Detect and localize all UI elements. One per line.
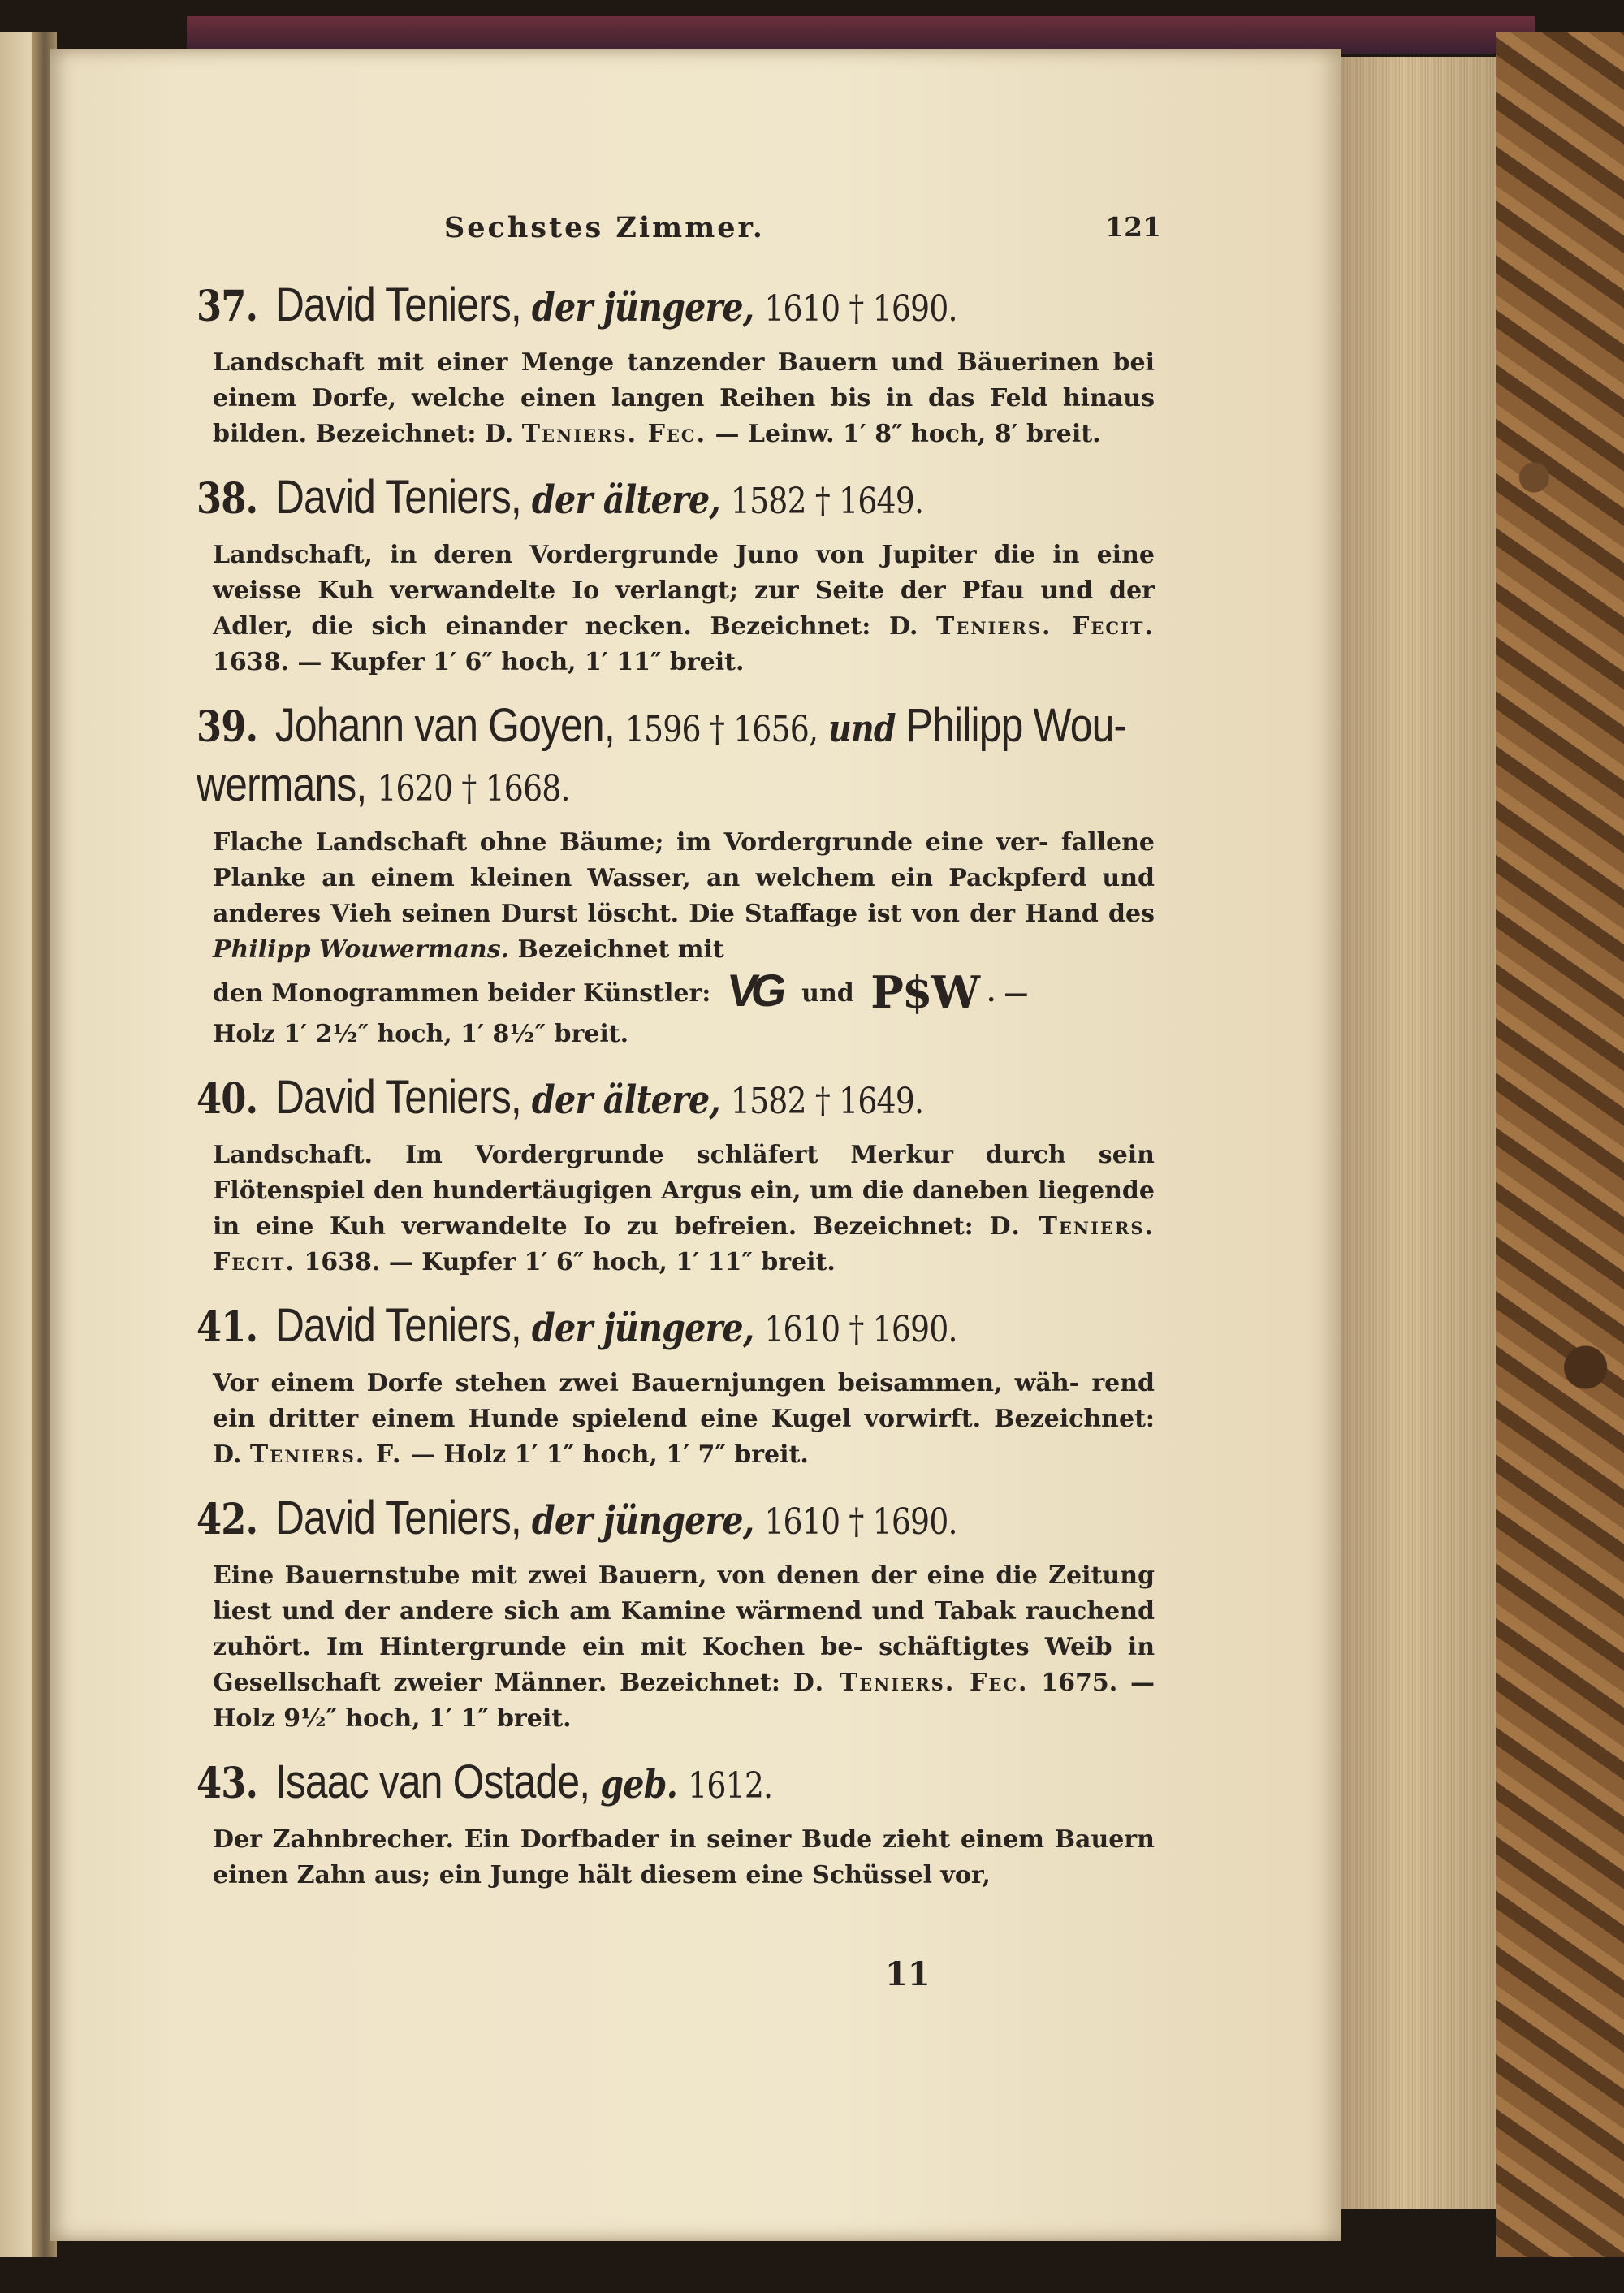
entry-description [213, 1366, 1155, 1473]
catalog-entry-38 [197, 470, 1155, 680]
monogram-line [213, 965, 1155, 1018]
description-line: Eine Bauernstube mit zwei Bauern, von denen der eine die [213, 1561, 1038, 1590]
artist-epithet: der ältere, [531, 477, 720, 523]
description-line: Landschaft, in deren Vordergrunde Juno von Jupiter die in [213, 541, 1080, 569]
description-line: 1675. — Holz 9½″ hoch, 1′ 1″ breit. [213, 1669, 1155, 1733]
signature-text: Teniers. Fecit. [936, 612, 1155, 641]
artist-dates: 1610 † 1690. [764, 288, 957, 330]
entry-description [213, 825, 1155, 968]
marbled-cover [1496, 32, 1624, 2257]
page-block-shade [1341, 57, 1496, 2209]
description-line: Holz 1′ 2½″ hoch, 1′ 8½″ breit. [213, 1020, 629, 1048]
running-head [213, 211, 1161, 260]
artist-epithet: geb. [600, 1762, 678, 1807]
entry-number: 38. [197, 474, 258, 524]
description-line: rend ein dritter einem Hunde spielend eine Kugel vorwirft. [213, 1369, 1155, 1433]
description-line: Zeitung liest und der andere sich am Kamine wärmend und [213, 1561, 1155, 1626]
description-line: ist von der Hand des [867, 900, 1155, 928]
conjunction: und [828, 706, 896, 750]
page-number: 121 [1105, 211, 1161, 243]
description-line: 1638. — Kupfer 1′ 6″ hoch, 1′ 11″ breit. [213, 648, 745, 676]
description-line: — Leinw. 1′ 8″ [715, 420, 903, 448]
description-line: Bezeichnet mit [517, 935, 724, 964]
description-line: schäftigtes Weib in Gesellschaft zweier Männer. Bezeichnet: [213, 1633, 1155, 1697]
entry-number: 43. [197, 1759, 258, 1808]
entry-description [213, 538, 1155, 680]
description-line: 1638. — Kupfer 1′ 6″ hoch, 1′ 11″ breit. [304, 1248, 836, 1276]
artist-epithet: der ältere, [531, 1077, 720, 1123]
artist-name: David Teniers, [274, 1071, 521, 1124]
entry-number: 37. [197, 282, 258, 331]
artist-epithet: der jüngere, [531, 285, 754, 330]
entry-description [213, 1138, 1155, 1280]
artist-name: David Teniers, [274, 1299, 521, 1352]
catalog-entry-37 [197, 278, 1155, 452]
second-artist-name-cont: wermans, [197, 758, 367, 811]
artist-epithet: der jüngere, [531, 1306, 754, 1351]
description-line: und der Adler, die sich einander necken. Bezeichnet: D. [213, 576, 1155, 641]
description-line: liegende in eine Kuh verwandelte Io zu befreien. Bezeichnet: [213, 1177, 1155, 1241]
entry-dimensions [213, 1017, 1155, 1052]
entry-heading [197, 1491, 1139, 1550]
artist-dates: 1582 † 1649. [730, 1081, 924, 1122]
description-line: hinaus bilden. Bezeichnet: D. [213, 384, 1155, 448]
catalog-entry-41 [197, 1298, 1155, 1473]
description-line: Packpferd und anderes Vieh seinen Durst löscht. Die Staffage [213, 864, 1155, 928]
entry-number: 41. [197, 1302, 258, 1352]
page-text [197, 211, 1161, 1894]
description-line: — Holz 1′ 1″ hoch, 1′ 7″ breit. [410, 1440, 809, 1469]
running-title: Sechstes Zimmer. [444, 211, 765, 244]
artist-name: Isaac van Ostade, [274, 1755, 590, 1808]
description-line: Flötenspiel den hundertäugigen Argus ein, um die daneben [213, 1177, 1030, 1205]
artist-name: David Teniers, [274, 471, 521, 524]
entry-heading [197, 470, 1139, 529]
entry-heading [197, 698, 1147, 817]
second-artist-name: Philipp Wou- [905, 699, 1127, 752]
artist-dates: 1596 † 1656, [624, 709, 818, 750]
monogram-caption: den Monogrammen beider Künstler: [213, 979, 711, 1008]
artist-dates: 1582 † 1649. [730, 481, 924, 522]
monogram-conjunction: und [801, 979, 854, 1008]
description-line: bei einem Dorfe, welche einen langen Reihen bis in das Feld [213, 348, 1155, 412]
description-line: hoch, 8′ breit. [910, 420, 1101, 448]
artist-name: David Teniers, [274, 1492, 521, 1544]
description-line: Flache Landschaft ohne Bäume; im Vordergrunde eine ver- [213, 828, 1049, 857]
entry-description [213, 1822, 1155, 1894]
monogram-dash: . — [987, 979, 1029, 1008]
entry-heading [197, 1755, 1139, 1814]
entry-description [213, 345, 1155, 452]
catalog-entry-42 [197, 1491, 1155, 1737]
monogram-wouwermans: P$W [870, 966, 979, 1018]
signature-mark: 11 [885, 1955, 931, 1993]
description-line: fallene Planke an einem kleinen Wasser, an welchem ein [213, 828, 1155, 892]
description-line: Bezeichnet: D. [213, 1405, 1155, 1469]
entry-heading [197, 1298, 1139, 1358]
painter-name-italic: Philipp Wouwermans. [213, 935, 510, 964]
description-line: Der Zahnbrecher. Ein Dorfbader in seiner Bude zieht einem [213, 1825, 1044, 1854]
signature-text: Teniers. F. [249, 1440, 403, 1469]
catalog-entry-39 [197, 698, 1155, 1052]
entry-number: 42. [197, 1495, 258, 1544]
monogram-van-goyen: VG [723, 965, 784, 1016]
description-line: Landschaft. Im Vordergrunde schläfert Merkur durch sein [213, 1141, 1155, 1169]
artist-epithet: der jüngere, [531, 1498, 754, 1544]
catalog-entry-40 [197, 1070, 1155, 1280]
entry-number: 40. [197, 1074, 258, 1124]
description-line: Vor einem Dorfe stehen zwei Bauernjungen beisammen, wäh- [213, 1369, 1080, 1397]
description-line: eine weisse Kuh verwandelte Io verlangt; zur Seite der Pfau [213, 541, 1155, 605]
artist-name: David Teniers, [274, 279, 521, 331]
entry-heading [197, 1070, 1139, 1129]
second-artist-dates: 1620 † 1668. [377, 768, 570, 810]
description-line: Bauern einen Zahn aus; ein Junge hält diesem eine Schüssel vor, [213, 1825, 1155, 1889]
description-line: Landschaft mit einer Menge tanzender Bauern und Bäuerinen [213, 348, 1100, 377]
entry-description [213, 1558, 1155, 1737]
signature-text: D. Teniers. Fecit. [213, 1212, 1155, 1276]
artist-dates: 1610 † 1690. [764, 1309, 957, 1350]
signature-text: D. Teniers. Fec. [793, 1669, 1029, 1697]
signature-text: Teniers. Fec. [521, 420, 707, 448]
entry-heading [197, 278, 1139, 337]
artist-name: Johann van Goyen, [274, 699, 615, 752]
artist-dates: 1610 † 1690. [764, 1501, 957, 1543]
catalog-entry-43 [197, 1755, 1155, 1894]
description-line: Tabak rauchend zuhört. Im Hintergrunde ein mit Kochen be- [213, 1597, 1155, 1661]
artist-dates: 1612. [688, 1765, 773, 1807]
entry-number: 39. [197, 702, 258, 752]
